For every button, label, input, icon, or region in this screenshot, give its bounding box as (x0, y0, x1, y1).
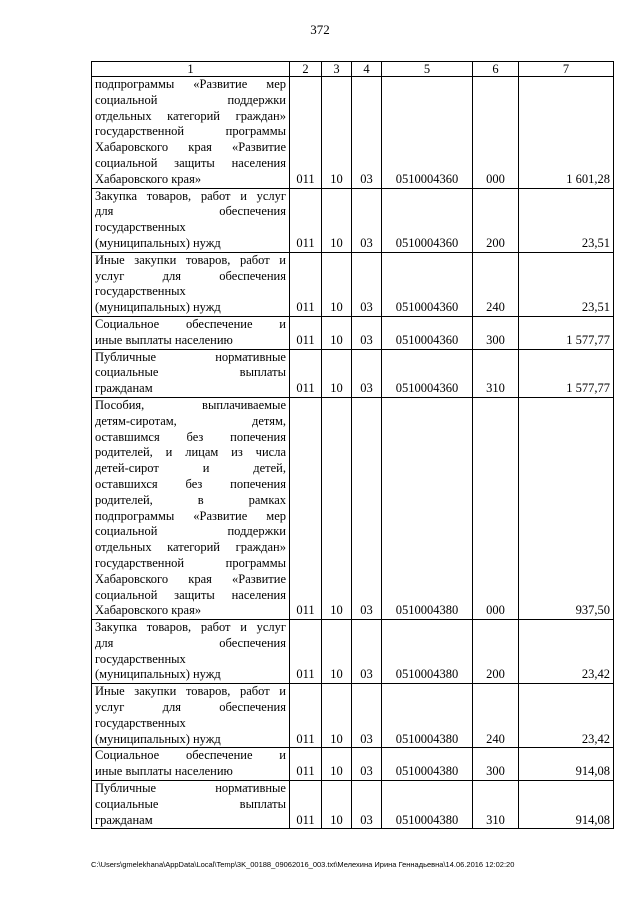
description-line: социальной защиты населения (95, 155, 286, 170)
target-article-code: 0510004360 (382, 316, 473, 349)
ministry-code: 011 (290, 748, 322, 781)
header-col-6: 6 (473, 62, 519, 77)
target-article-code: 0510004360 (382, 188, 473, 252)
subsection-code: 03 (352, 188, 382, 252)
row-description (92, 316, 290, 349)
description-line: иные выплаты населению (95, 764, 233, 779)
row-description (92, 397, 290, 619)
description-line: Социальное обеспечение и (95, 748, 286, 763)
subsection-code: 03 (352, 620, 382, 684)
description-line: для обеспечения (95, 204, 286, 219)
row-description (92, 77, 290, 189)
description-line: государственных (95, 715, 186, 730)
description-line: государственных (95, 220, 186, 235)
subsection-code: 03 (352, 77, 382, 189)
ministry-code: 011 (290, 77, 322, 189)
description-line: социальной поддержки (95, 524, 286, 539)
expense-type-code: 200 (473, 620, 519, 684)
expense-type-code: 310 (473, 781, 519, 829)
table-row (92, 77, 614, 189)
expense-type-code: 310 (473, 349, 519, 397)
description-line: (муниципальных) нужд (95, 300, 221, 315)
table-row (92, 620, 614, 684)
description-line: услуг для обеспечения (95, 700, 286, 715)
row-description (92, 349, 290, 397)
description-line: (муниципальных) нужд (95, 235, 221, 250)
subsection-code: 03 (352, 316, 382, 349)
expense-type-code: 000 (473, 77, 519, 189)
amount-value: 23,51 (519, 188, 614, 252)
section-code: 10 (322, 188, 352, 252)
expense-type-code: 240 (473, 252, 519, 316)
budget-table (91, 61, 614, 829)
description-line: подпрограммы «Развитие мер (95, 508, 286, 523)
expense-type-code: 000 (473, 397, 519, 619)
subsection-code: 03 (352, 397, 382, 619)
target-article-code: 0510004360 (382, 77, 473, 189)
section-code: 10 (322, 316, 352, 349)
target-article-code: 0510004360 (382, 252, 473, 316)
table-row (92, 397, 614, 619)
amount-value: 1 577,77 (519, 349, 614, 397)
description-line: государственной программы (95, 555, 286, 570)
description-line: подпрограммы «Развитие мер (95, 77, 286, 91)
target-article-code: 0510004380 (382, 620, 473, 684)
description-line: государственных (95, 284, 186, 299)
header-col-4: 4 (352, 62, 382, 77)
ministry-code: 011 (290, 397, 322, 619)
table-row (92, 252, 614, 316)
description-line: Хабаровского края» (95, 603, 202, 618)
subsection-code: 03 (352, 748, 382, 781)
description-line: отдельных категорий граждан» (95, 540, 286, 555)
target-article-code: 0510004380 (382, 397, 473, 619)
description-line: оставшимся без попечения (95, 429, 286, 444)
description-line: для обеспечения (95, 635, 286, 650)
description-line: Иные закупки товаров, работ и (95, 684, 286, 699)
expense-type-code: 300 (473, 748, 519, 781)
description-line: государственной программы (95, 124, 286, 139)
section-code: 10 (322, 748, 352, 781)
description-line: отдельных категорий граждан» (95, 108, 286, 123)
expense-type-code: 300 (473, 316, 519, 349)
ministry-code: 011 (290, 620, 322, 684)
row-description (92, 252, 290, 316)
ministry-code: 011 (290, 684, 322, 748)
subsection-code: 03 (352, 781, 382, 829)
target-article-code: 0510004360 (382, 349, 473, 397)
header-col-3: 3 (322, 62, 352, 77)
table-row (92, 781, 614, 829)
file-path-footer: C:\Users\gmelekhana\AppData\Local\Temp\3K_00188_09062016_003.txt\Мелехина Ирина Геннадьевна\14.06.2016 12:02:20 (91, 860, 515, 869)
description-line: Публичные нормативные (95, 781, 286, 796)
description-line: гражданам (95, 812, 153, 827)
description-line: социальные выплаты (95, 796, 286, 811)
target-article-code: 0510004380 (382, 748, 473, 781)
description-line: иные выплаты населению (95, 332, 233, 347)
description-line: социальной поддержки (95, 92, 286, 107)
header-col-5: 5 (382, 62, 473, 77)
section-code: 10 (322, 252, 352, 316)
amount-value: 23,42 (519, 620, 614, 684)
header-col-7: 7 (519, 62, 614, 77)
description-line: Хабаровского края» (95, 171, 202, 186)
description-line: социальной защиты населения (95, 587, 286, 602)
section-code: 10 (322, 349, 352, 397)
description-line: Хабаровского края «Развитие (95, 571, 286, 586)
description-line: Публичные нормативные (95, 349, 286, 364)
section-code: 10 (322, 397, 352, 619)
target-article-code: 0510004380 (382, 684, 473, 748)
row-description (92, 748, 290, 781)
description-line: услуг для обеспечения (95, 268, 286, 283)
amount-value: 23,42 (519, 684, 614, 748)
section-code: 10 (322, 77, 352, 189)
row-description (92, 781, 290, 829)
subsection-code: 03 (352, 684, 382, 748)
section-code: 10 (322, 620, 352, 684)
subsection-code: 03 (352, 349, 382, 397)
expense-type-code: 240 (473, 684, 519, 748)
page-number: 372 (310, 22, 330, 37)
description-line: государственных (95, 651, 186, 666)
row-description (92, 620, 290, 684)
table-header-row (92, 62, 614, 77)
amount-value: 914,08 (519, 781, 614, 829)
description-line: Закупка товаров, работ и услуг (95, 188, 286, 203)
header-col-1: 1 (92, 62, 290, 77)
description-line: детей-сирот и детей, (95, 461, 286, 476)
amount-value: 914,08 (519, 748, 614, 781)
ministry-code: 011 (290, 316, 322, 349)
amount-value: 1 577,77 (519, 316, 614, 349)
description-line: Хабаровского края «Развитие (95, 140, 286, 155)
description-line: (муниципальных) нужд (95, 731, 221, 746)
table-row (92, 684, 614, 748)
section-code: 10 (322, 781, 352, 829)
table-row (92, 316, 614, 349)
ministry-code: 011 (290, 252, 322, 316)
header-col-2: 2 (290, 62, 322, 77)
expense-type-code: 200 (473, 188, 519, 252)
description-line: гражданам (95, 381, 153, 396)
amount-value: 23,51 (519, 252, 614, 316)
description-line: оставшихся без попечения (95, 476, 286, 491)
ministry-code: 011 (290, 781, 322, 829)
description-line: Закупка товаров, работ и услуг (95, 620, 286, 635)
description-line: Пособия, выплачиваемые (95, 397, 286, 412)
ministry-code: 011 (290, 349, 322, 397)
table-row (92, 748, 614, 781)
table-row (92, 188, 614, 252)
section-code: 10 (322, 684, 352, 748)
amount-value: 1 601,28 (519, 77, 614, 189)
ministry-code: 011 (290, 188, 322, 252)
target-article-code: 0510004380 (382, 781, 473, 829)
description-line: Иные закупки товаров, работ и (95, 252, 286, 267)
description-line: (муниципальных) нужд (95, 667, 221, 682)
row-description (92, 188, 290, 252)
description-line: родителей, в рамках (95, 492, 286, 507)
description-line: социальные выплаты (95, 365, 286, 380)
description-line: детям-сиротам, детям, (95, 413, 286, 428)
row-description (92, 684, 290, 748)
table-row (92, 349, 614, 397)
description-line: родителей, и лицам из числа (95, 445, 286, 460)
description-line: Социальное обеспечение и (95, 316, 286, 331)
amount-value: 937,50 (519, 397, 614, 619)
subsection-code: 03 (352, 252, 382, 316)
